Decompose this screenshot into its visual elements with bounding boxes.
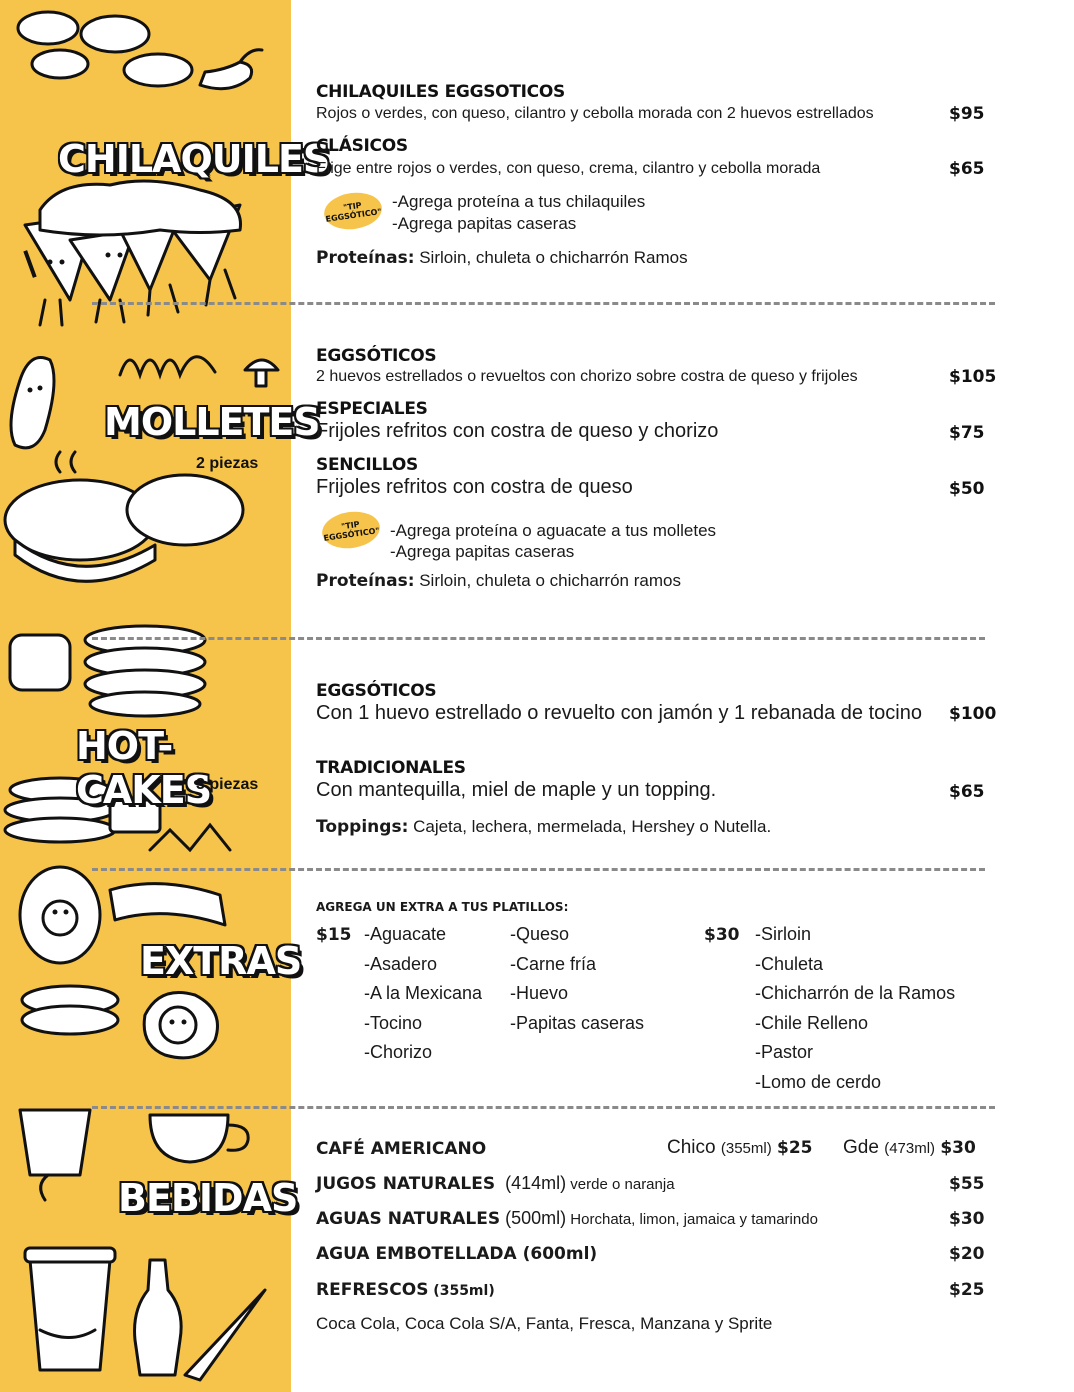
extras-col2-item: -Papitas caseras — [510, 1012, 645, 1033]
extras-col1-item: -Chorizo — [364, 1042, 433, 1063]
category-extras: EXTRAS — [140, 939, 302, 983]
molletes-item-1-name: ESPECIALES — [316, 399, 428, 419]
chilaquiles-tip-1: -Agrega papitas caseras — [392, 214, 577, 233]
cafe-gde-size: (473ml) — [884, 1140, 936, 1157]
molletes-item-2-price: $50 — [949, 479, 985, 499]
cafe-gde-price: $30 — [940, 1138, 976, 1158]
illustrated-sidebar — [0, 0, 330, 1392]
molletes-tip-badge: "TIP EGGSÓTICO" — [320, 508, 382, 552]
extras-col2-item: -Huevo — [510, 983, 569, 1004]
jugos-price: $55 — [949, 1174, 985, 1194]
molletes-item-2-name: SENCILLOS — [316, 455, 418, 475]
chilaquiles-proteins — [316, 248, 688, 268]
chilaquiles-item-1-desc: Elige entre rojos o verdes, con queso, crema, cilantro y cebolla morada — [316, 160, 821, 177]
cafe-chico — [667, 1137, 813, 1159]
molletes-tip-1: -Agrega papitas caseras — [390, 542, 575, 561]
molletes-item-2-desc: Frijoles refritos con costra de queso — [316, 476, 633, 498]
chilaquiles-item-1-name: CLÁSICOS — [316, 136, 408, 156]
extras-col1-item: -Tocino — [364, 1012, 423, 1033]
extras-price-30: $30 — [704, 925, 740, 945]
cafe-chico-label: Chico — [667, 1137, 716, 1158]
bebida-jugos — [316, 1173, 986, 1194]
chilaquiles-item-1-price: $65 — [949, 159, 985, 179]
molletes-proteins — [316, 571, 681, 591]
extras-col2-item: -Carne fría — [510, 953, 597, 974]
cafe-name: CAFÉ AMERICANO — [316, 1139, 487, 1159]
section-divider — [92, 1106, 995, 1109]
extras-col3-item: -Chicharrón de la Ramos — [755, 983, 956, 1004]
hotcakes-item-1-desc: Con mantequilla, miel de maple y un topping. — [316, 779, 717, 801]
refrescos-name: REFRESCOS — [316, 1280, 429, 1300]
chilaquiles-proteins-label: Proteínas: — [316, 248, 415, 268]
section-divider — [92, 637, 985, 640]
molletes-item-0-price: $105 — [949, 367, 997, 387]
cafe-chico-price: $25 — [777, 1138, 813, 1158]
extras-col1-item: -Asadero — [364, 953, 438, 974]
extras-col1-item: -A la Mexicana — [364, 983, 483, 1004]
molletes-item-1-price: $75 — [949, 423, 985, 443]
chilaquiles-item-0-name: CHILAQUILES EGGSOTICOS — [316, 82, 565, 102]
refrescos-size: (355ml) — [428, 1283, 495, 1299]
extras-price-15: $15 — [316, 925, 352, 945]
extras-col2-item: -Queso — [510, 924, 570, 944]
hotcakes-item-0-desc: Con 1 huevo estrellado o revuelto con jamón y 1 rebanada de tocino — [316, 702, 922, 724]
extras-column-2 — [510, 920, 644, 1038]
jugos-desc: verde o naranja — [566, 1176, 675, 1193]
hotcakes-item-0-price: $100 — [949, 704, 997, 724]
bebida-aguas — [316, 1208, 986, 1229]
jugos-size: (414ml) — [505, 1173, 567, 1193]
category-chilaquiles: CHILAQUILES — [58, 137, 330, 181]
chilaquiles-tip-badge: "TIP EGGSÓTICO" — [322, 189, 384, 233]
jugos-name: JUGOS NATURALES — [316, 1174, 496, 1194]
molletes-pieces: 2 piezas — [196, 455, 259, 472]
cafe-gde-label: Gde — [843, 1137, 879, 1158]
extras-column-3 — [755, 920, 955, 1098]
chilaquiles-item-0-price: $95 — [949, 104, 985, 124]
extras-heading: AGREGA UN EXTRA A TUS PLATILLOS: — [316, 900, 569, 914]
embotellada-name: AGUA EMBOTELLADA (600ml) — [316, 1244, 598, 1264]
refrescos-price: $25 — [949, 1280, 985, 1300]
bebida-refrescos — [316, 1279, 986, 1300]
molletes-item-1-desc: Frijoles refritos con costra de queso y chorizo — [316, 420, 719, 442]
refrescos-list: Coca Cola, Coca Cola S/A, Fanta, Fresca, Manzana y Sprite — [316, 1314, 773, 1333]
aguas-price: $30 — [949, 1209, 985, 1229]
extras-col1-item: -Aguacate — [364, 924, 447, 944]
extras-col3-item: -Pastor — [755, 1042, 814, 1063]
hotcakes-toppings-label: Toppings: — [316, 817, 409, 837]
molletes-proteins-label: Proteínas: — [316, 571, 415, 591]
category-hotcakes: HOT-CAKES — [76, 724, 212, 812]
chilaquiles-tip-0: -Agrega proteína a tus chilaquiles — [392, 192, 646, 211]
aguas-name: AGUAS NATURALES — [316, 1209, 501, 1229]
section-divider — [92, 868, 985, 871]
aguas-desc: Horchata, limon, jamaica y tamarindo — [566, 1211, 818, 1228]
bebida-embotellada — [316, 1243, 986, 1264]
chilaquiles-proteins-text: Sirloin, chuleta o chicharrón Ramos — [414, 248, 688, 267]
hotcakes-toppings-text: Cajeta, lechera, mermelada, Hershey o Nutella. — [408, 817, 772, 836]
embotellada-price: $20 — [949, 1244, 985, 1264]
category-bebidas: BEBIDAS — [118, 1176, 298, 1220]
extras-column-1 — [364, 920, 482, 1068]
section-divider — [92, 302, 995, 305]
aguas-size: (500ml) — [500, 1208, 567, 1228]
cafe-chico-size: (355ml) — [720, 1140, 772, 1157]
extras-col3-item: -Chuleta — [755, 953, 824, 974]
hotcakes-item-1-name: TRADICIONALES — [316, 758, 466, 778]
hotcakes-toppings — [316, 817, 771, 837]
molletes-proteins-text: Sirloin, chuleta o chicharrón ramos — [414, 571, 681, 590]
category-molletes: MOLLETES — [104, 400, 320, 444]
bebida-cafe-americano — [316, 1138, 986, 1159]
hotcakes-item-1-price: $65 — [949, 782, 985, 802]
cafe-gde — [843, 1137, 976, 1159]
extras-col3-item: -Lomo de cerdo — [755, 1071, 882, 1092]
hotcakes-pieces: 3 piezas — [196, 776, 259, 793]
molletes-item-0-desc: 2 huevos estrellados o revueltos con chorizo sobre costra de queso y frijoles — [316, 368, 858, 385]
molletes-tip-0: -Agrega proteína o aguacate a tus molletes — [390, 521, 717, 540]
extras-col3-item: -Chile Relleno — [755, 1012, 869, 1033]
extras-col3-item: -Sirloin — [755, 924, 812, 944]
chilaquiles-item-0-desc: Rojos o verdes, con queso, cilantro y cebolla morada con 2 huevos estrellados — [316, 105, 874, 122]
hotcakes-item-0-name: EGGSÓTICOS — [316, 681, 437, 701]
molletes-item-0-name: EGGSÓTICOS — [316, 346, 437, 366]
